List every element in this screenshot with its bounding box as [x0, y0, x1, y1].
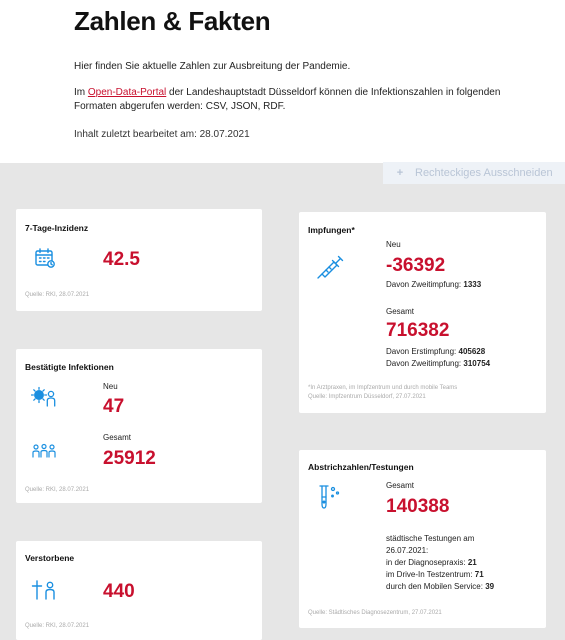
tests-drive-label: im Drive-In Testzentrum: [386, 570, 473, 579]
deaths-source: Quelle: RKI, 28.07.2021 [25, 623, 90, 629]
vacc-new-value: -36392 [386, 255, 446, 276]
confirmed-new-value: 47 [103, 396, 125, 417]
card-tests [299, 450, 546, 628]
syringe-icon [316, 252, 344, 285]
tests-source: Quelle: Städtisches Diagnosezentrum, 27.07.2021 [308, 610, 442, 616]
vacc-source: Quelle: Impfzentrum Düsseldorf, 27.07.2021 [308, 394, 426, 400]
incidence-source: Quelle: RKI, 28.07.2021 [25, 292, 90, 298]
vacc-second [386, 359, 490, 368]
tests-mobile-value: 39 [485, 582, 495, 591]
tests-line1: städtische Testungen am [386, 534, 475, 543]
page-header [0, 0, 565, 163]
test-tube-icon [317, 484, 341, 515]
tests-title: Abstrichzahlen/Testungen [308, 462, 414, 472]
last-edited: Inhalt zuletzt bearbeitet am: 28.07.2021 [74, 129, 250, 140]
card-vaccinations [299, 212, 546, 413]
card-confirmed-infections [16, 349, 262, 503]
confirmed-source: Quelle: RKI, 28.07.2021 [25, 487, 90, 493]
tests-mobile [386, 582, 494, 591]
snipping-overlay[interactable] [383, 162, 565, 184]
tests-mobile-label: durch den Mobilen Service: [386, 582, 483, 591]
open-data-prefix: Im [74, 87, 88, 98]
vacc-new-second-value: 1333 [463, 280, 482, 289]
tests-drive [386, 570, 484, 579]
plus-icon: + [396, 167, 404, 179]
deaths-title: Verstorbene [25, 553, 75, 563]
incidence-value: 42.5 [103, 249, 140, 270]
confirmed-total-value: 25912 [103, 448, 156, 469]
vacc-footnote: *In Arztpraxen, im Impfzentrum und durch mobile Teams [308, 385, 458, 391]
tests-diag-value: 21 [467, 558, 477, 567]
intro-text: Hier finden Sie aktuelle Zahlen zur Ausbreitung der Pandemie. [74, 61, 351, 72]
cross-person-icon [31, 579, 57, 606]
snip-label: Rechteckiges Ausschneiden [415, 167, 553, 179]
group-icon [31, 443, 57, 466]
confirmed-new-label: Neu [103, 382, 118, 391]
deaths-value: 440 [103, 581, 135, 602]
open-data-paragraph [74, 86, 504, 114]
vacc-new-second [386, 280, 481, 289]
vacc-total-label: Gesamt [386, 307, 415, 316]
vacc-new-second-label: Davon Zweitimpfung: [386, 280, 462, 289]
vaccinations-title: Impfungen* [308, 225, 355, 235]
vacc-first-value: 405628 [458, 347, 486, 356]
vacc-second-value: 310754 [463, 359, 491, 368]
vacc-first [386, 347, 485, 356]
incidence-title: 7-Tage-Inzidenz [25, 223, 89, 233]
open-data-portal-link[interactable]: Open-Data-Portal [87, 87, 167, 98]
tests-total-value: 140388 [386, 496, 450, 517]
confirmed-total-label: Gesamt [103, 433, 132, 442]
card-incidence [16, 209, 262, 311]
card-deaths [16, 541, 262, 640]
tests-total-label: Gesamt [386, 481, 415, 490]
vacc-second-label: Davon Zweitimpfung: [386, 359, 462, 368]
vacc-first-label: Davon Erstimpfung: [386, 347, 457, 356]
virus-person-icon [31, 386, 57, 413]
open-data-suffix: der Landeshauptstadt Düsseldorf können die Infektionszahlen in folgenden Formaten abgerufen werden: CSV, JSON, RDF. [74, 87, 501, 112]
vacc-total-value: 716382 [386, 320, 450, 341]
tests-line2: 26.07.2021: [386, 546, 429, 555]
vacc-new-label: Neu [386, 240, 401, 249]
calendar-icon [34, 247, 56, 274]
tests-drive-value: 71 [474, 570, 484, 579]
confirmed-title: Bestätigte Infektionen [25, 362, 114, 372]
tests-diag-label: in der Diagnosepraxis: [386, 558, 466, 567]
tests-diag [386, 558, 477, 567]
page-title: Zahlen & Fakten [74, 6, 271, 36]
